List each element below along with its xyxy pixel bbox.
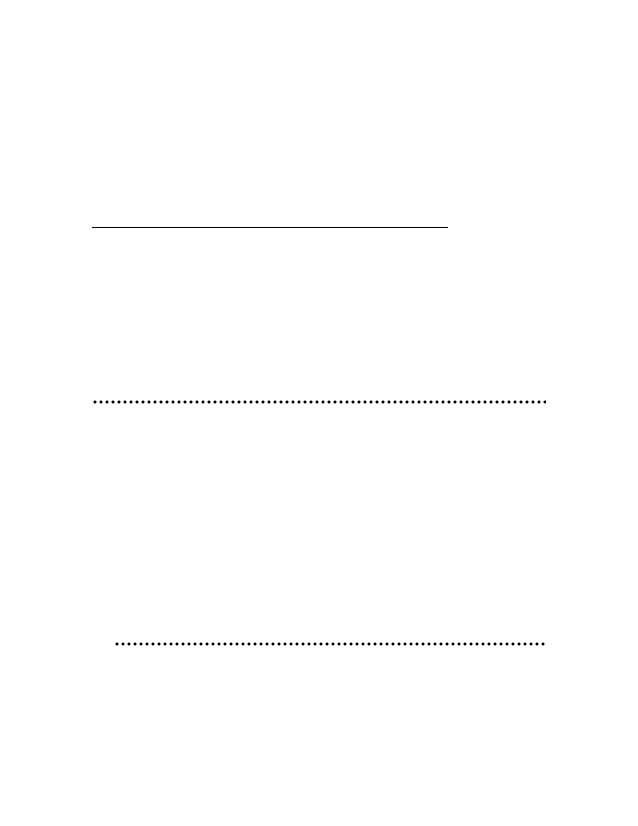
left-border — [24, 38, 38, 790]
table-header-rule — [92, 227, 448, 228]
bottom-border — [20, 790, 618, 806]
dotted-separator-2 — [114, 642, 546, 646]
top-border — [20, 22, 618, 38]
dotted-separator-1 — [92, 400, 546, 404]
right-border — [600, 38, 614, 790]
